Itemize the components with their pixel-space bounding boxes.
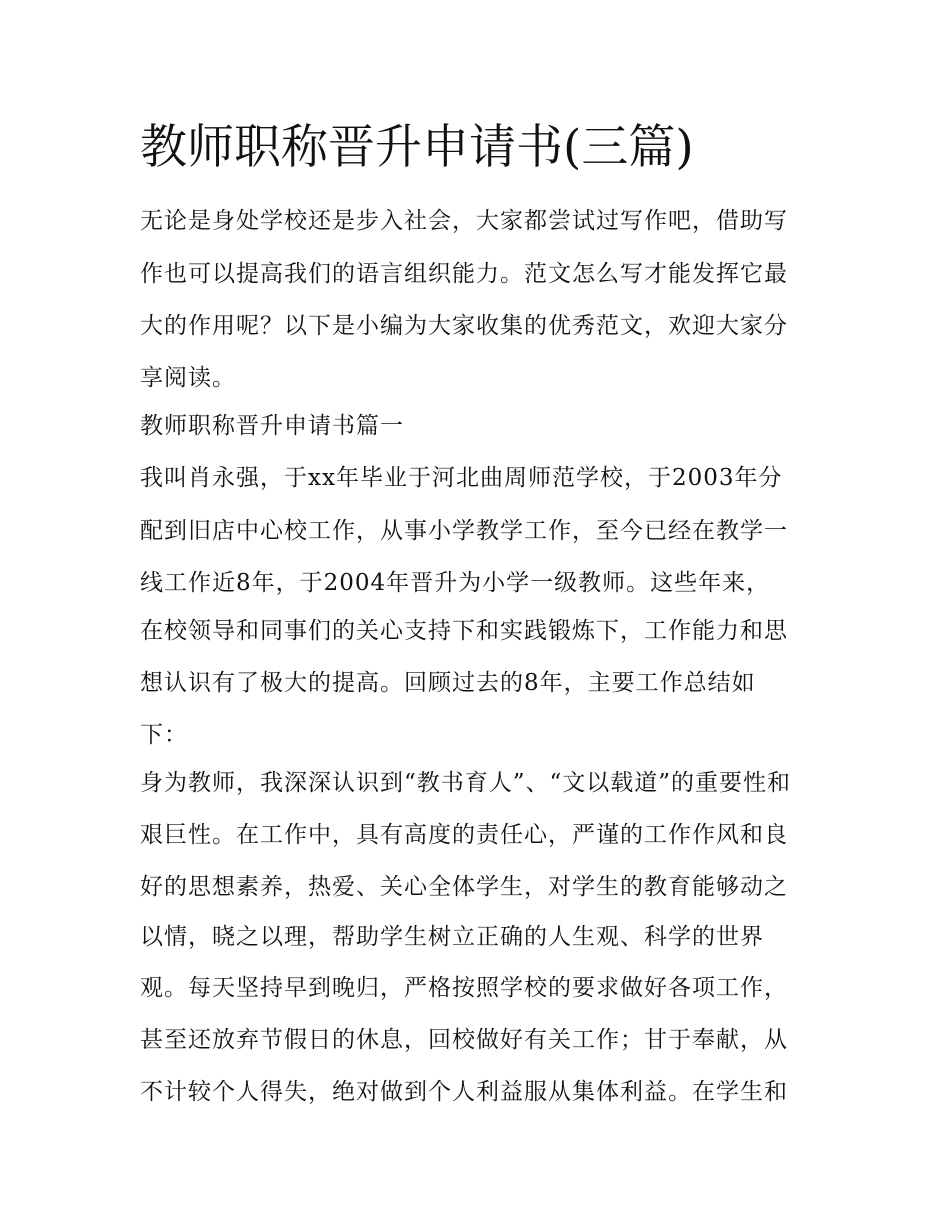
intro-line-1: 无论是身处学校还是步入社会，大家都尝试过写作吧，借助写: [140, 208, 788, 234]
body-line: 观。每天坚持早到晚归，严格按照学校的要求做好各项工作，: [140, 975, 788, 1001]
body-line: 在校领导和同事们的关心支持下和实践锻炼下，工作能力和思: [140, 618, 788, 644]
document-title: 教师职称晋升申请书(三篇): [140, 120, 694, 175]
body-line: 甚至还放弃节假日的休息，回校做好有关工作；甘于奉献，从: [140, 1027, 788, 1053]
body-line: 下：: [140, 722, 188, 748]
body-line: 我叫肖永强，于xx年毕业于河北曲周师范学校，于2003年分: [140, 465, 783, 491]
body-line: 线工作近8年，于2004年晋升为小学一级教师。这些年来，: [140, 570, 771, 596]
intro-line-4: 享阅读。: [140, 365, 236, 391]
body-line: 艰巨性。在工作中，具有高度的责任心，严谨的工作作风和良: [140, 822, 788, 848]
body-line: 配到旧店中心校工作，从事小学教学工作，至今已经在教学一: [140, 518, 788, 544]
body-line: 身为教师，我深深认识到“教书育人”、“文以载道”的重要性和: [140, 770, 792, 796]
body-line: 想认识有了极大的提高。回顾过去的8年，主要工作总结如: [140, 670, 756, 696]
body-line: 好的思想素养，热爱、关心全体学生，对学生的教育能够动之: [140, 874, 788, 900]
section-heading: 教师职称晋升申请书篇一: [140, 413, 404, 439]
intro-line-2: 作也可以提高我们的语言组织能力。范文怎么写才能发挥它最: [140, 261, 788, 287]
body-line: 不计较个人得失，绝对做到个人利益服从集体利益。在学生和: [140, 1079, 788, 1105]
body-line: 以情，晓之以理，帮助学生树立正确的人生观、科学的世界: [140, 924, 764, 950]
intro-line-3: 大的作用呢？以下是小编为大家收集的优秀范文，欢迎大家分: [140, 313, 788, 339]
